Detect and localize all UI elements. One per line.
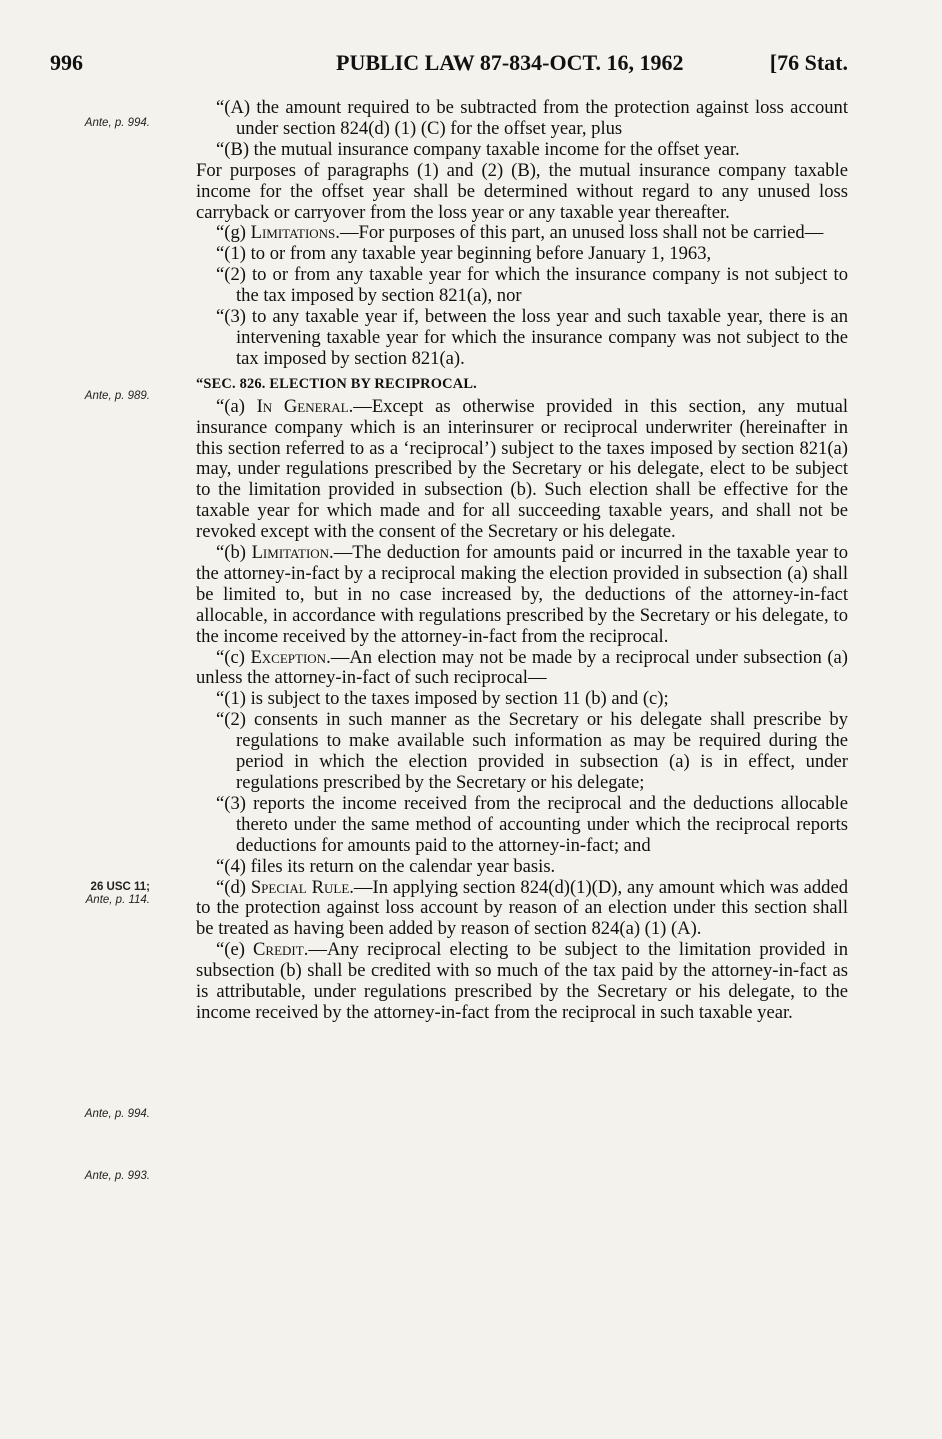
statute-text bbox=[196, 98, 848, 1024]
subsection-c: “(c) Exception.—An election may not be made by a reciprocal under subsection (a) unless the attorney-in-fact of such reciprocal— bbox=[196, 646, 848, 689]
section-title: “SEC. 826. ELECTION BY RECIPROCAL. bbox=[196, 375, 477, 392]
margin-note-2: Ante, p. 989. bbox=[84, 390, 150, 402]
paragraph-c1: “(1) is subject to the taxes imposed by section 11 (b) and (c); bbox=[216, 688, 669, 710]
paragraph-g1: “(1) to or from any taxable year beginning before January 1, 1963, bbox=[216, 243, 712, 265]
paragraph-c3: “(3) reports the income received from the reciprocal and the deductions allocable thereto under the same method of accounting under which the reciprocal reports deductions for amounts paid to the attorney-in-fact; and bbox=[216, 792, 848, 856]
paragraph-B: “(B) the mutual insurance company taxable income for the offset year. bbox=[216, 138, 740, 160]
subsection-g: “(g) Limitations.—For purposes of this part, an unused loss shall not be carried— bbox=[216, 222, 824, 244]
subsection-d: “(d) Special Rule.—In applying section 824(d)(1)(D), any amount which was added to the protection against loss account by reason of an election under this section shall be treated as having been added by reason of section 824(a) (1) (A). bbox=[196, 876, 848, 940]
margin-note-5: Ante, p. 993. bbox=[84, 1170, 150, 1182]
paragraph-c4: “(4) files its return on the calendar year basis. bbox=[216, 855, 556, 877]
paragraph-g2: “(2) to or from any taxable year for which the insurance company is not subject to the tax imposed by section 821(a), nor bbox=[216, 264, 848, 307]
paragraph-A: “(A) the amount required to be subtracted from the protection against loss account under section 824(d) (1) (C) for the offset year, plus bbox=[216, 97, 848, 139]
running-header bbox=[50, 50, 848, 84]
margin-note-1: Ante, p. 994. bbox=[84, 117, 150, 129]
margin-note-4: Ante, p. 994. bbox=[84, 1108, 150, 1120]
statute-reference: [76 Stat. bbox=[769, 50, 848, 75]
header-title: PUBLIC LAW 87-834-OCT. 16, 1962 bbox=[336, 50, 684, 75]
subsection-b: “(b) Limitation.—The deduction for amounts paid or incurred in the taxable year to the attorney-in-fact by a reciprocal making the election provided in subsection (a) shall be limited to, but in no case increased by, the deductions of the attorney-in-fact allocable, in accordance with regulations prescribed by the Secretary or his delegate, to the income received by the attorney-in-fact from the reciprocal. bbox=[196, 542, 848, 647]
paragraph-c2: “(2) consents in such manner as the Secretary or his delegate shall prescribe by regulations to make available such information as may be required during the period in which the election provided in subsection (a) is in effect, under regulations prescribed by the Secretary or his delegate; bbox=[216, 709, 848, 793]
page-number: 996 bbox=[50, 50, 83, 75]
subsection-e: “(e) Credit.—Any reciprocal electing to be subject to the limitation provided in subsection (b) shall be credited with so much of the tax paid by the attorney-in-fact as is attributable, under regulations prescribed by the Secretary or his delegate, to the income received by the attorney-in-fact from the reciprocal in such taxable year. bbox=[196, 939, 848, 1023]
paragraph-purposes: For purposes of paragraphs (1) and (2) (B), the mutual insurance company taxable income for the offset year shall be determined without regard to any unused loss carryback or carryover from the loss year or any taxable year thereafter. bbox=[196, 159, 848, 223]
margin-note-3: 26 USC 11; Ante, p. 114. bbox=[85, 881, 150, 906]
paragraph-g3: “(3) to any taxable year if, between the loss year and such taxable year, there is an intervening taxable year for which the insurance company was not subject to the tax imposed by section 821(a). bbox=[216, 306, 848, 369]
subsection-a: “(a) In General.—Except as otherwise provided in this section, any mutual insurance company which is an interinsurer or reciprocal underwriter (hereinafter in this section referred to as a ‘reciprocal’) subject to the taxes imposed by section 821(a) may, under regulations prescribed by the Secretary or his delegate, elect to be subject to the limitation provided in subsection (b). Such election shall be effective for the taxable year for which made and for all succeeding taxable years, and shall not be revoked except with the consent of the Secretary or his delegate. bbox=[196, 395, 848, 543]
